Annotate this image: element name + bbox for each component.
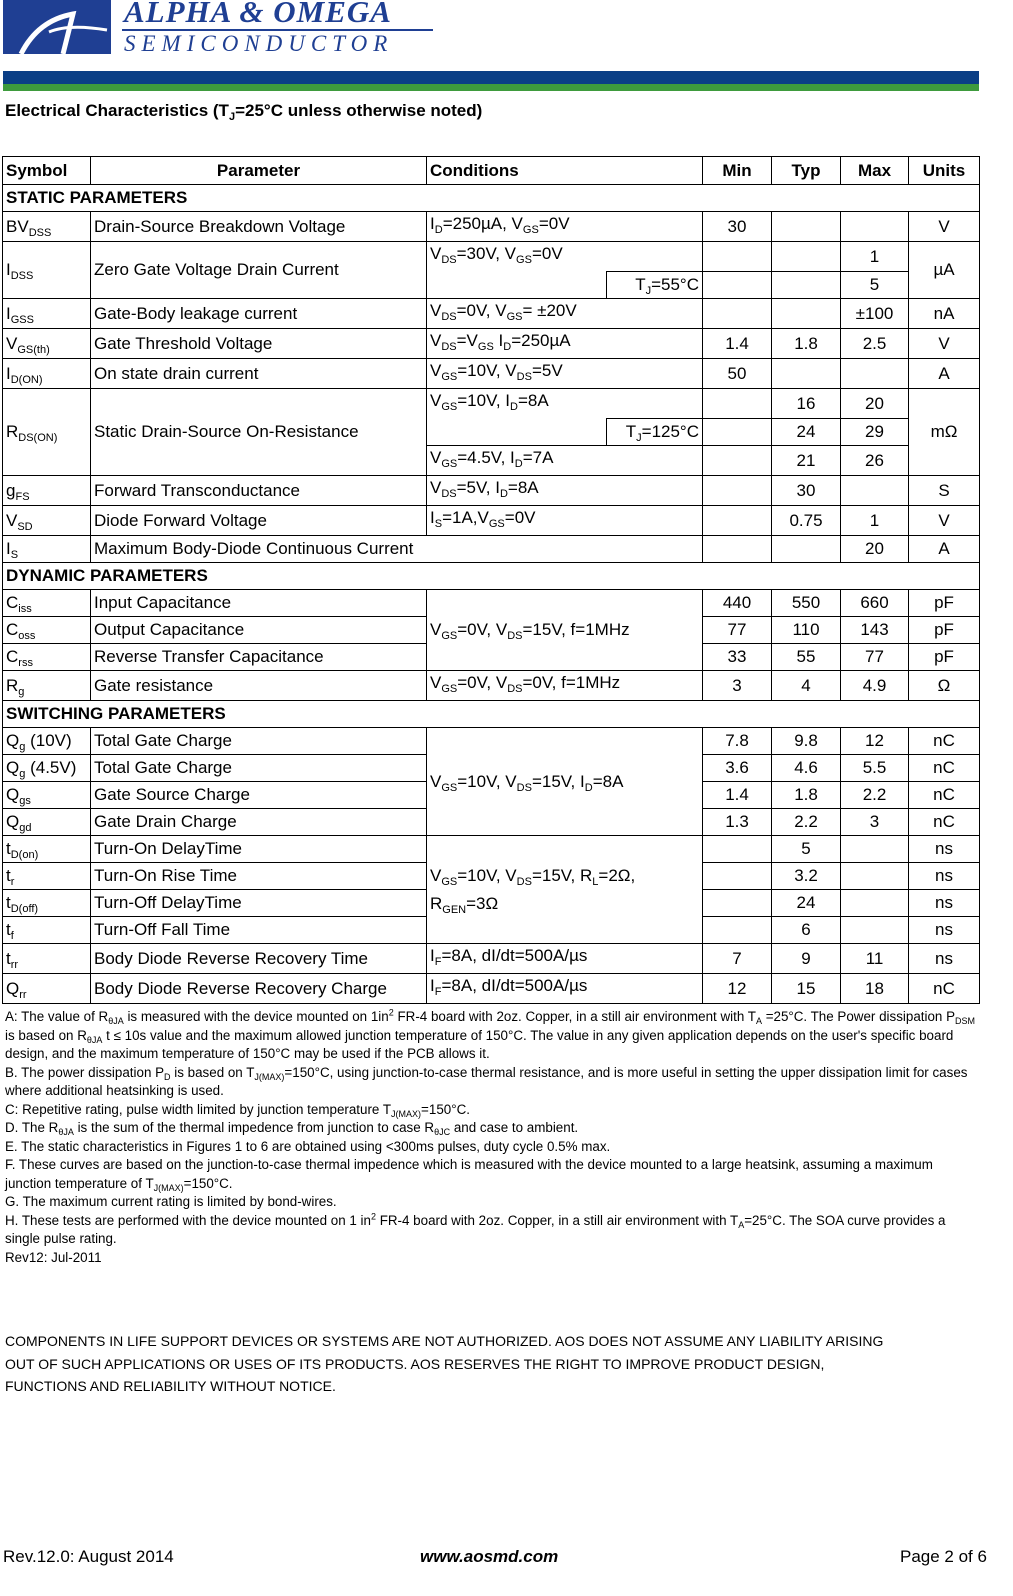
note-d: D. The $R_{\theta JA}$ is the sum of the thermal impedence from junction to case $R_{\theta JC}$ and case to ambient. bbox=[5, 1120, 579, 1137]
note-e: E. The static characteristics in Figures 1 to 6 are obtained using <300ms pulses, duty cycle 0.5% max. bbox=[5, 1138, 611, 1154]
table-row: $t_{D(on)}$ Turn-On DelayTime $V_{GS}=10V$, $V_{DS}=15V$, $R_L=2\Omega$, $R_{GEN}=3\Omega$ 5 ns bbox=[3, 836, 980, 863]
table-row: $t_{D(off)}$ Turn-Off DelayTime 24 ns bbox=[3, 890, 980, 917]
disclaimer-line: FUNCTIONS AND RELIABILITY WITHOUT NOTICE. bbox=[5, 1378, 336, 1394]
electrical-characteristics-table bbox=[2, 156, 980, 1004]
header-min: Min bbox=[703, 157, 772, 185]
table-row: $R_{DS(ON)}$ Static Drain-Source On-Resistance $V_{GS}=10V$, $I_D=8A$ 16 20 mΩ bbox=[3, 389, 980, 419]
table-row: $T_J=55^\circ C$ 5 bbox=[3, 272, 980, 299]
note-a: A: The value of $R_{\theta JA}$ is measured with the device mounted on $1in^2$ FR-4 board with 2oz. Copper, in a still air environment with $T_A =25^\circ C$. The Power dissipation $P_{DSM}$ is based on $R_{\theta JA}$ t ≤ 10s value and the maximum allowed junction temperature of 150°C. The value in any given application depends on the user's specific board design, and the maximum temperature of 150°C may be used if the PCB allows it. bbox=[5, 1007, 976, 1061]
section-row-static: STATIC PARAMETERS bbox=[3, 185, 980, 212]
header-parameter: Parameter bbox=[91, 157, 427, 185]
table-row: $Q_g$ (4.5V) Total Gate Charge 3.6 4.6 5.5 nC bbox=[3, 755, 980, 782]
table-row: $R_g$ Gate resistance $V_{GS}=0V$, $V_{DS}=0V$, f=1MHz 3 4 4.9 Ω bbox=[3, 671, 980, 701]
table-row: $Q_{gs}$ Gate Source Charge 1.4 1.8 2.2 nC bbox=[3, 782, 980, 809]
table-row: $V_{SD}$ Diode Forward Voltage $I_S=1A,V_{GS}=0V$ 0.75 1 V bbox=[3, 506, 980, 536]
table-row: $I_{GSS}$ Gate-Body leakage current $V_{DS}=0V$, $V_{GS}= \pm 20V$ ±100 nA bbox=[3, 299, 980, 329]
disclaimer bbox=[5, 1330, 980, 1398]
company-logo-mark bbox=[3, 0, 111, 54]
table-row: $V_{GS(th)}$ Gate Threshold Voltage $V_{DS}=V_{GS}$ $I_D=250\mu A$ 1.4 1.8 2.5 V bbox=[3, 329, 980, 359]
note-f: F. These curves are based on the junction-to-case thermal impedence which is measured with the device mounted to a large heatsink, assuming a maximum junction temperature of $T_{J(MAX)}=150^\circ C$. bbox=[5, 1157, 933, 1193]
header-green-bar bbox=[3, 84, 979, 91]
table-row: $V_{GS}=4.5V$, $I_D=7A$ 21 26 bbox=[3, 446, 980, 476]
table-row: $C_{rss}$ Reverse Transfer Capacitance 33 55 77 pF bbox=[3, 644, 980, 671]
header-typ: Typ bbox=[772, 157, 841, 185]
header-units: Units bbox=[909, 157, 980, 185]
section-row-dynamic: DYNAMIC PARAMETERS bbox=[3, 563, 980, 590]
table-row: $I_S$ Maximum Body-Diode Continuous Current 20 A bbox=[3, 536, 980, 563]
table-row: $BV_{DSS}$ Drain-Source Breakdown Voltage $I_D=250\mu A$, $V_{GS}=0V$ 30 V bbox=[3, 212, 980, 242]
table-row: $I_{D(ON)}$ On state drain current $V_{GS}=10V$, $V_{DS}=5V$ 50 A bbox=[3, 359, 980, 389]
table-row: $C_{oss}$ Output Capacitance 77 110 143 pF bbox=[3, 617, 980, 644]
table-row: $t_r$ Turn-On Rise Time 3.2 ns bbox=[3, 863, 980, 890]
footer-revision: Rev.12.0: August 2014 bbox=[3, 1547, 174, 1566]
table-row: $I_{DSS}$ Zero Gate Voltage Drain Current $V_{DS}=30V$, $V_{GS}=0V$ 1 µA bbox=[3, 242, 980, 272]
footer-website-link[interactable]: www.aosmd.com bbox=[420, 1547, 559, 1566]
note-b: B. The power dissipation $P_D$ is based on $T_{J(MAX)}=150^\circ C$, using junction-to-case thermal resistance, and is more useful in setting the upper dissipation limit for cases where additional heatsinking is used. bbox=[5, 1064, 968, 1098]
note-g: G. The maximum current rating is limited by bond-wires. bbox=[5, 1194, 337, 1209]
table-row: $g_{FS}$ Forward Transconductance $V_{DS}=5V$, $I_D=8A$ 30 S bbox=[3, 476, 980, 506]
table-row: $C_{iss}$ Input Capacitance $V_{GS}=0V$, $V_{DS}=15V$, f=1MHz 440 550 660 pF bbox=[3, 590, 980, 617]
table-header-row bbox=[3, 157, 980, 185]
note-h: H. These tests are performed with the device mounted on 1 $in^2$ FR-4 board with 2oz. Copper, in a still air environment with $T_A=25^\circ C$. The SOA curve provides a single pulse rating. bbox=[5, 1211, 946, 1246]
table-row: $Q_g$ (10V) Total Gate Charge $V_{GS}=10V$, $V_{DS}=15V$, $I_D=8A$ 7.8 9.8 12 nC bbox=[3, 728, 980, 755]
table-row: $t_f$ Turn-Off Fall Time 6 ns bbox=[3, 917, 980, 944]
footnotes bbox=[5, 1008, 980, 1267]
table-row: $t_{rr}$ Body Diode Reverse Recovery Time $I_F=8A$, dI/dt=500A/µs 7 9 11 ns bbox=[3, 944, 980, 974]
table-row: $Q_{rr}$ Body Diode Reverse Recovery Charge $I_F=8A$, dI/dt=500A/µs 12 15 18 nC bbox=[3, 974, 980, 1004]
disclaimer-line: OUT OF SUCH APPLICATIONS OR USES OF ITS PRODUCTS. AOS RESERVES THE RIGHT TO IMPROVE PRODUCT DESIGN, bbox=[5, 1355, 825, 1372]
header-blue-bar bbox=[3, 71, 979, 84]
table-row: $T_J=125^\circ C$ 24 29 bbox=[3, 419, 980, 446]
footer-page-number: Page 2 of 6 bbox=[900, 1547, 987, 1566]
company-name: ALPHA & OMEGA bbox=[124, 0, 392, 29]
table-row: $Q_{gd}$ Gate Drain Charge 1.3 2.2 3 nC bbox=[3, 809, 980, 836]
note-c: C: Repetitive rating, pulse width limited by junction temperature $T_{J(MAX)}=150^\circ C$. bbox=[5, 1101, 470, 1119]
section-row-switching: SWITCHING PARAMETERS bbox=[3, 701, 980, 728]
section-title: Electrical Characteristics ($T_J=25^\circ C$ unless otherwise noted) bbox=[5, 101, 483, 123]
company-subtitle: SEMICONDUCTOR bbox=[124, 31, 394, 56]
header-conditions: Conditions bbox=[427, 157, 703, 185]
revision-note: Rev12: Jul-2011 bbox=[5, 1249, 102, 1265]
header-max: Max bbox=[841, 157, 909, 185]
disclaimer-line: COMPONENTS IN LIFE SUPPORT DEVICES OR SYSTEMS ARE NOT AUTHORIZED. AOS DOES NOT ASSUME ANY LIABILITY ARISING bbox=[5, 1333, 884, 1349]
header-symbol: Symbol bbox=[3, 157, 91, 185]
